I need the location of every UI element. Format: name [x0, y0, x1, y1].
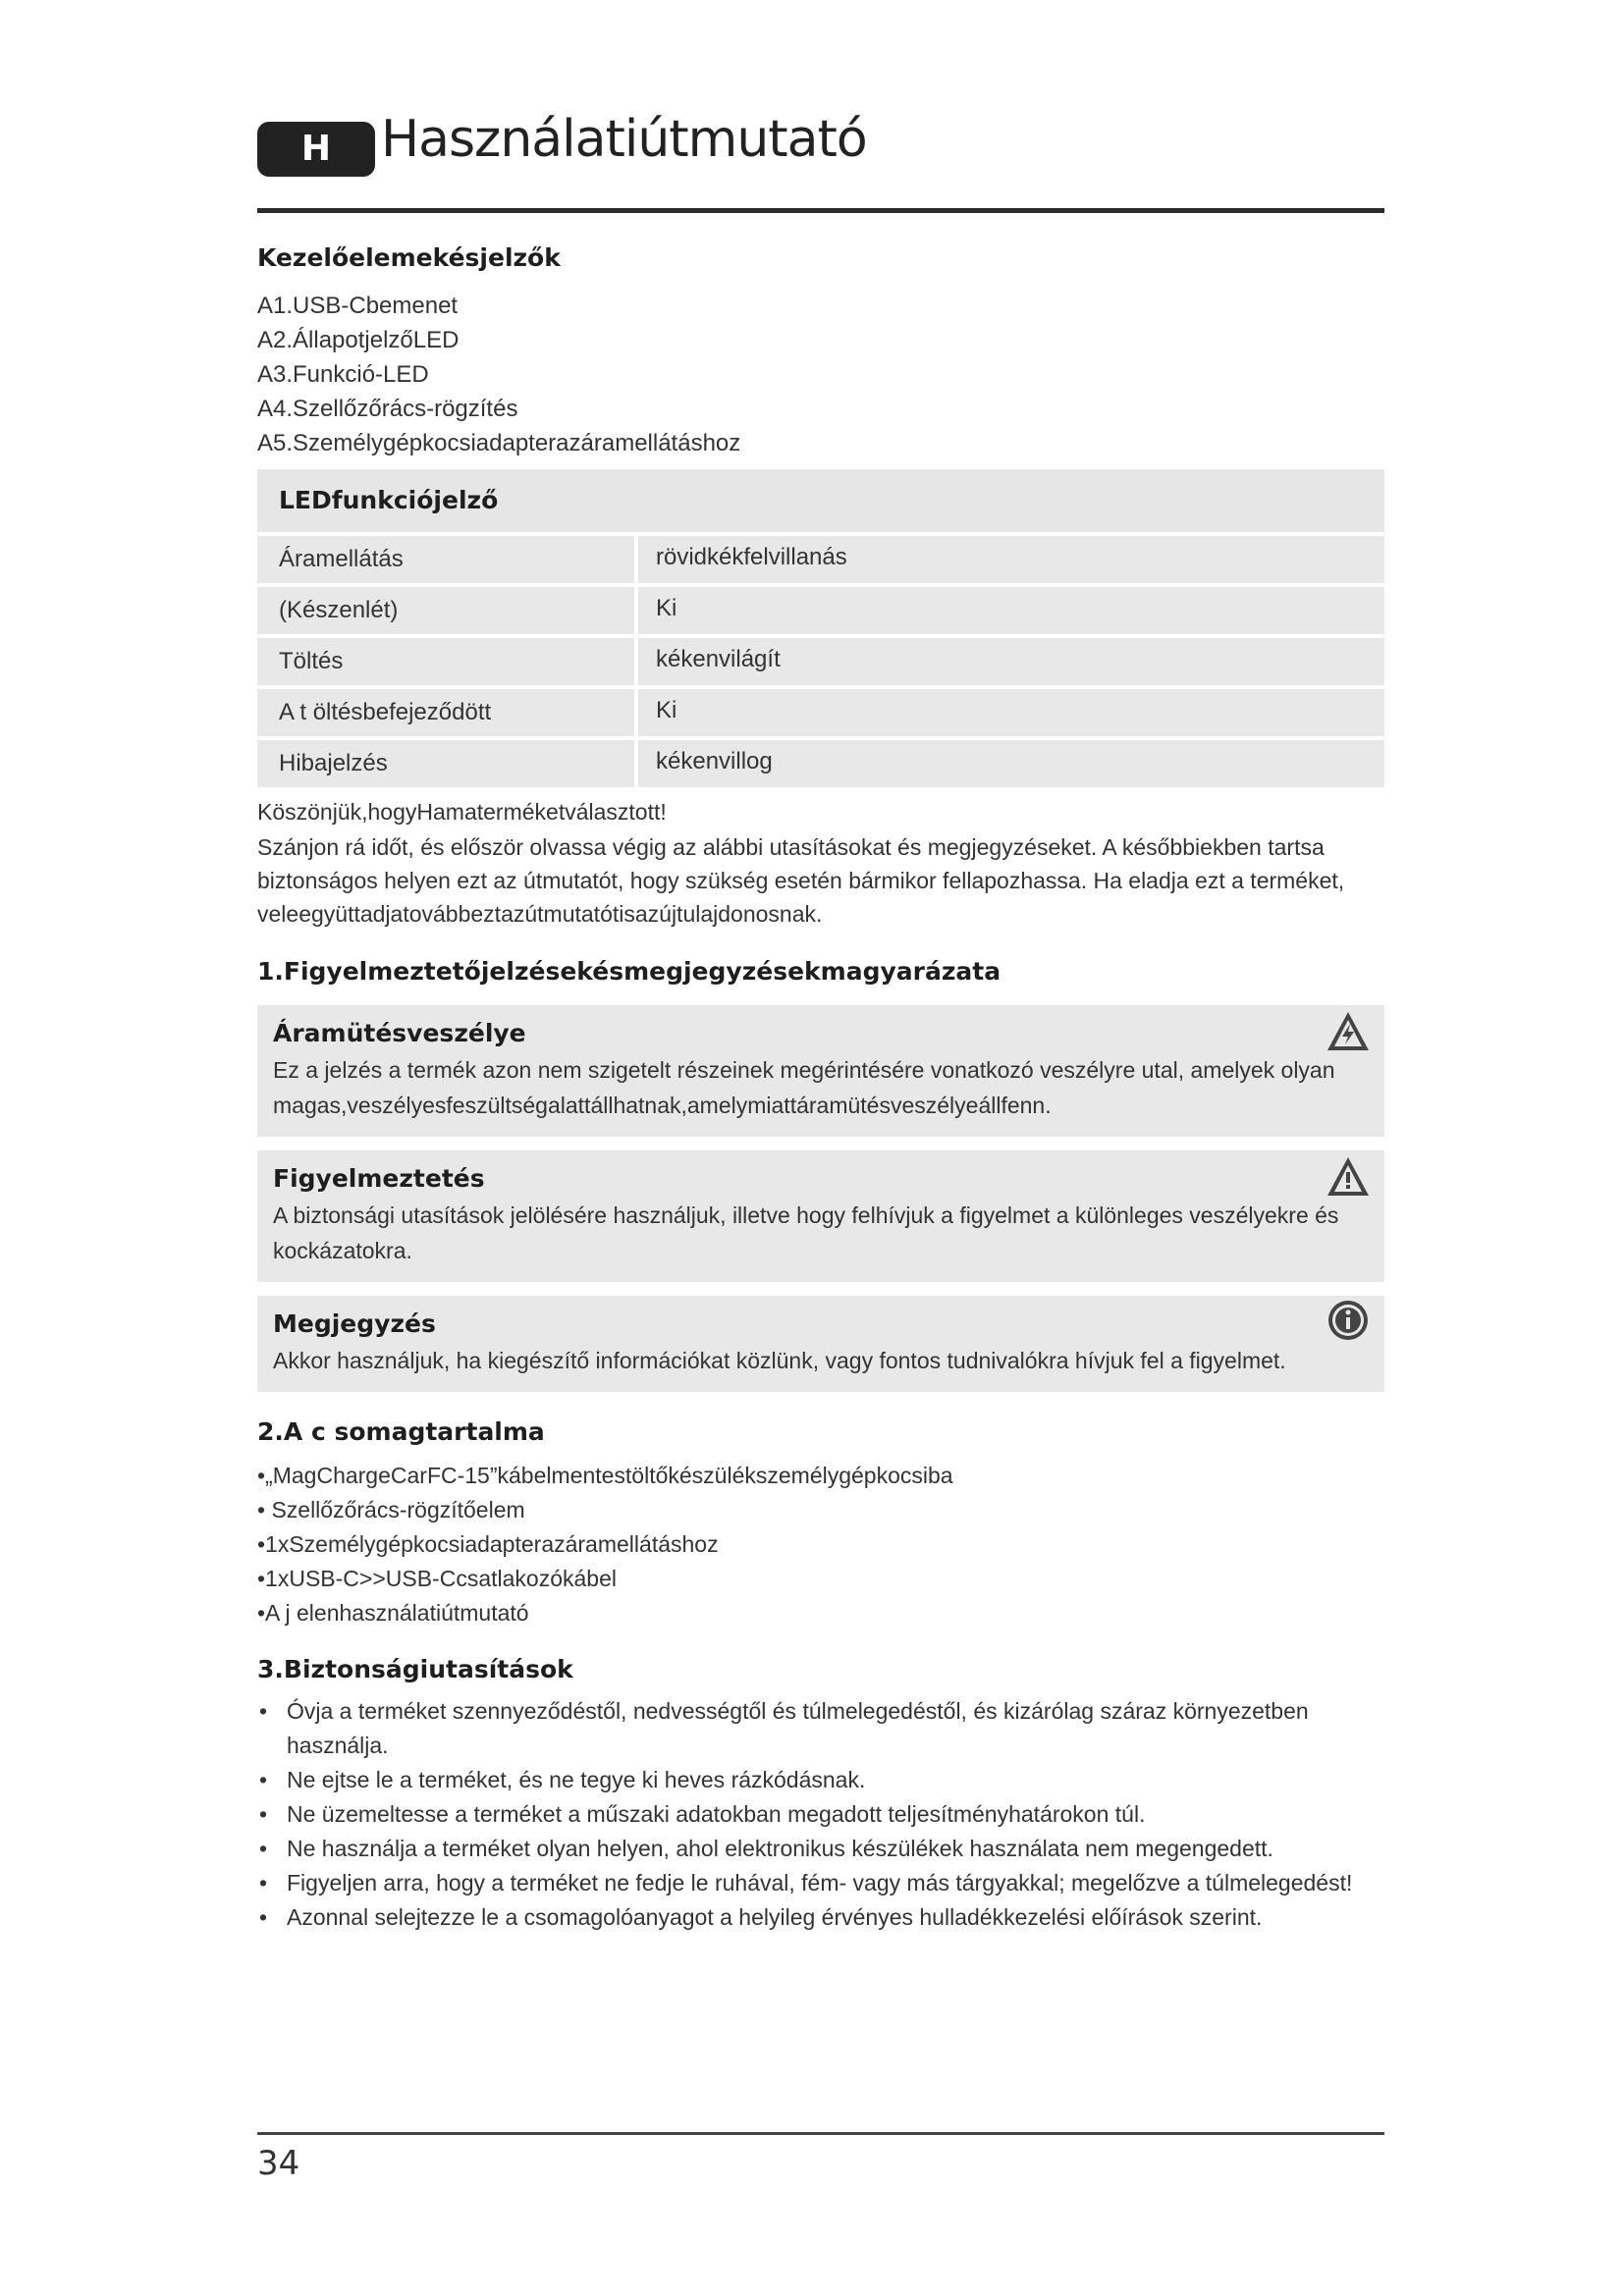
- control-item: A3.Funkció-LED: [257, 361, 429, 388]
- page-header: [257, 110, 1384, 214]
- led-table-row: [257, 587, 1384, 634]
- notice-text: Ez a jelzés a termék azon nem szigetelt részeinek megérintésére vonatkozó veszélyre utal, amelyek olyan: [273, 1057, 1335, 1083]
- warning-icon: [1326, 1154, 1371, 1200]
- led-state-label: (Készenlét): [257, 587, 634, 634]
- list-item: • Óvja a terméket szennyeződéstől, nedvességtől és túlmelegedéstől, és kizárólag száraz környezetben: [257, 1694, 1352, 1729]
- control-item: A2.ÁllapotjelzőLED: [257, 327, 460, 353]
- list-item: • Figyeljen arra, hogy a terméket ne fedje le ruhával, fém- vagy más tárgyakkal; megelőzve a túlmelegedést!: [257, 1866, 1352, 1900]
- list-item: •1xSzemélygépkocsiadapterazáramellátáshoz: [257, 1531, 719, 1557]
- safety-instructions-list: [257, 1694, 1352, 1935]
- control-item: A1.USB-Cbemenet: [257, 293, 459, 319]
- notice-title: Figyelmeztetés: [273, 1164, 485, 1193]
- led-table-row: [257, 689, 1384, 736]
- list-item: • Szellőzőrács-rögzítőelem: [257, 1497, 525, 1522]
- led-table-row: [257, 536, 1384, 583]
- intro-thanks: Köszönjük,hogyHamaterméketválasztott!: [257, 799, 667, 825]
- package-contents-list: [257, 1459, 953, 1630]
- intro-text: veleegyüttadjatovábbeztazútmutatótisazújtulajdonosnak.: [257, 901, 823, 927]
- section-2-heading: 2.A c somagtartalma: [257, 1417, 545, 1446]
- header-divider: [257, 208, 1384, 213]
- list-item: • Ne ejtse le a terméket, és ne tegye ki heves rázkódásnak.: [257, 1763, 1352, 1797]
- notice-electric-hazard: [257, 1005, 1384, 1137]
- led-state-label: A t öltésbefejeződött: [257, 689, 634, 736]
- footer-divider: [257, 2132, 1384, 2135]
- notice-title: Megjegyzés: [273, 1309, 436, 1338]
- led-state-label: Hibajelzés: [257, 740, 634, 787]
- page-title: Használatiútmutató: [381, 110, 867, 169]
- section-1-heading: 1.Figyelmeztetőjelzésekésmegjegyzésekmagyarázata: [257, 957, 1001, 986]
- list-item: •„MagChargeCarFC-15”kábelmentestöltőkészülékszemélygépkocsiba: [257, 1463, 953, 1488]
- led-state-value: Ki: [638, 689, 1384, 736]
- list-item: •A j elenhasználatiútmutató: [257, 1600, 529, 1626]
- language-badge: H: [257, 122, 375, 177]
- led-state-label: Áramellátás: [257, 536, 634, 583]
- notice-text: magas,veszélyesfeszültségalattállhatnak,amelymiattáramütésveszélyeállfenn.: [273, 1093, 1052, 1118]
- electric-hazard-icon: [1326, 1009, 1371, 1054]
- notice-warning: [257, 1150, 1384, 1282]
- controls-list: [257, 289, 740, 460]
- intro-text: biztonságos helyen ezt az útmutatót, hogy szükség esetén bármikor fellapozhassa. Ha eladja ezt a terméket,: [257, 868, 1345, 893]
- page-number: 34: [257, 2144, 300, 2183]
- led-table-title: LEDfunkciójelző: [257, 469, 1384, 532]
- list-item: • Ne üzemeltesse a terméket a műszaki adatokban megadott teljesítményhatárokon túl.: [257, 1797, 1352, 1832]
- notice-info: [257, 1296, 1384, 1392]
- list-item: • Ne használja a terméket olyan helyen, ahol elektronikus készülékek használata nem megengedett.: [257, 1832, 1352, 1866]
- intro-text: Szánjon rá időt, és először olvassa végig az alábbi utasításokat és megjegyzéseket. A későbbiekben tartsa: [257, 834, 1325, 860]
- controls-heading: Kezelőelemekésjelzők: [257, 243, 561, 272]
- led-function-table: [257, 469, 1384, 791]
- notice-text: kockázatokra.: [273, 1238, 412, 1263]
- led-state-value: rövidkékfelvillanás: [638, 536, 1384, 583]
- list-item: • Azonnal selejtezze le a csomagolóanyagot a helyileg érvényes hulladékkezelési előírások szerint.: [257, 1900, 1352, 1935]
- section-3-heading: 3.Biztonságiutasítások: [257, 1655, 573, 1683]
- info-icon: [1326, 1298, 1371, 1343]
- control-item: A4.Szellőzőrács-rögzítés: [257, 396, 518, 422]
- list-item: •1xUSB-C>>USB-Ccsatlakozókábel: [257, 1566, 617, 1591]
- led-table-row: [257, 638, 1384, 685]
- control-item: A5.Személygépkocsiadapterazáramellátáshoz: [257, 430, 741, 456]
- notice-text: Akkor használjuk, ha kiegészítő információkat közlünk, vagy fontos tudnivalókra hívjuk fel a figyelmet.: [273, 1348, 1286, 1373]
- led-table-row: [257, 740, 1384, 787]
- notice-text: A biztonsági utasítások jelölésére használjuk, illetve hogy felhívjuk a figyelmet a különleges veszélyekre és: [273, 1202, 1339, 1228]
- led-state-label: Töltés: [257, 638, 634, 685]
- led-state-value: Ki: [638, 587, 1384, 634]
- led-state-value: kékenvilágít: [638, 638, 1384, 685]
- notice-title: Áramütésveszélye: [273, 1019, 526, 1047]
- led-state-value: kékenvillog: [638, 740, 1384, 787]
- list-item-continuation: használja.: [287, 1733, 389, 1758]
